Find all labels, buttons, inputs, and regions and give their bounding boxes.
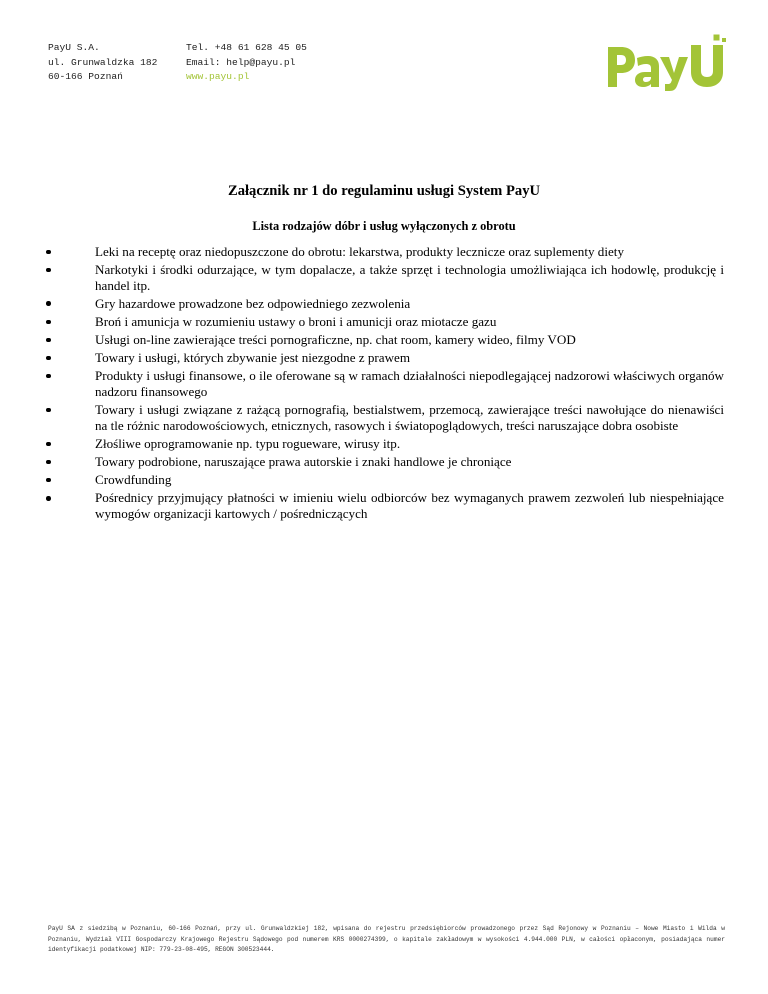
list-item-text: Towary podrobione, naruszające prawa autorskie i znaki handlowe je chroniące	[95, 454, 512, 470]
payu-logo-icon	[606, 33, 732, 91]
list-item-text: Złośliwe oprogramowanie np. typu rogueware, wirusy itp.	[95, 436, 401, 452]
company-address-block	[48, 41, 157, 85]
list-item	[46, 402, 724, 434]
list-item-text: Broń i amunicja w rozumieniu ustawy o broni i amunicji oraz miotacze gazu	[95, 314, 497, 330]
list-item	[46, 368, 724, 400]
list-item	[46, 314, 724, 330]
excluded-goods-list	[46, 244, 724, 524]
bullet-icon	[46, 320, 51, 325]
list-item-text: Towary i usługi związane z rażącą pornografią, bestialstwem, przemocą, zawierające treści nawołujące do nienawiści na tle różnic narodowościowych, etnicznych, rasowych i światopoglądowych, treści naruszające dobra osobiste	[95, 402, 724, 434]
list-item	[46, 350, 724, 366]
bullet-icon	[46, 374, 51, 379]
bullet-icon	[46, 301, 51, 306]
list-item	[46, 262, 724, 294]
contact-phone: Tel. +48 61 628 45 05	[186, 42, 307, 53]
bullet-icon	[46, 478, 51, 483]
list-item	[46, 490, 724, 522]
bullet-icon	[46, 408, 51, 413]
company-contact-block	[186, 41, 307, 85]
list-item-text: Crowdfunding	[95, 472, 172, 488]
list-item-text: Towary i usługi, których zbywanie jest niezgodne z prawem	[95, 350, 411, 366]
company-city: 60-166 Poznań	[48, 71, 123, 82]
list-item-text: Gry hazardowe prowadzone bez odpowiedniego zezwolenia	[95, 295, 411, 311]
company-legal-footer: PayU SA z siedzibą w Poznaniu, 60-166 Poznań, przy ul. Grunwaldzkiej 182, wpisana do rejestru przedsiębiorców prowadzonego przez Sąd Rejonowy w Poznaniu – Nowe Miasto i Wilda w Poznaniu, Wydział VIII Gospodarczy Krajowego Rejestru Sądowego pod numerem KRS 0000274399, o kapitale zakładowym w wysokości 4.944.000 PLN, w całości opłaconym, posiadająca numer identyfikacji podatkowej NIP: 779-23-08-495, REGON 300523444.	[48, 925, 725, 953]
bullet-icon	[46, 442, 51, 447]
list-item	[46, 454, 724, 470]
list-item	[46, 472, 724, 488]
contact-email: Email: help@payu.pl	[186, 56, 296, 68]
company-name: PayU S.A.	[48, 42, 100, 53]
bullet-icon	[46, 338, 51, 343]
contact-website-link[interactable]: www.payu.pl	[186, 71, 250, 82]
bullet-icon	[46, 250, 51, 255]
document-title: Załącznik nr 1 do regulaminu usługi System PayU	[227, 183, 541, 199]
bullet-icon	[46, 268, 51, 273]
company-street: ul. Grunwaldzka 182	[48, 56, 158, 68]
list-item-text: Narkotyki i środki odurzające, w tym dopalacze, a także sprzęt i technologia umożliwiająca ich hodowlę, produkcję i handel itp.	[95, 262, 724, 293]
bullet-icon	[46, 460, 51, 465]
list-item-text: Leki na receptę oraz niedopuszczone do obrotu: lekarstwa, produkty lecznicze oraz suplementy diety	[95, 244, 624, 259]
bullet-icon	[46, 356, 51, 361]
list-item	[46, 332, 724, 348]
list-item	[46, 436, 724, 452]
list-item	[46, 296, 724, 312]
document-subtitle: Lista rodzajów dóbr i usług wyłączonych z obrotu	[252, 219, 516, 233]
list-item-text: Produkty i usługi finansowe, o ile oferowane są w ramach działalności niepodlegającej nadzorowi właściwych organów nadzoru finansowego	[95, 368, 724, 400]
bullet-icon	[46, 496, 51, 501]
list-item-text: Pośrednicy przyjmujący płatności w imieniu wielu odbiorców bez wymaganych prawem zezwoleń lub niespełniające wymogów organizacji kartowych / pośredniczących	[95, 490, 724, 522]
list-item-text: Usługi on-line zawierające treści pornograficzne, np. chat room, kamery wideo, filmy VOD	[95, 332, 576, 348]
list-item	[46, 244, 724, 260]
